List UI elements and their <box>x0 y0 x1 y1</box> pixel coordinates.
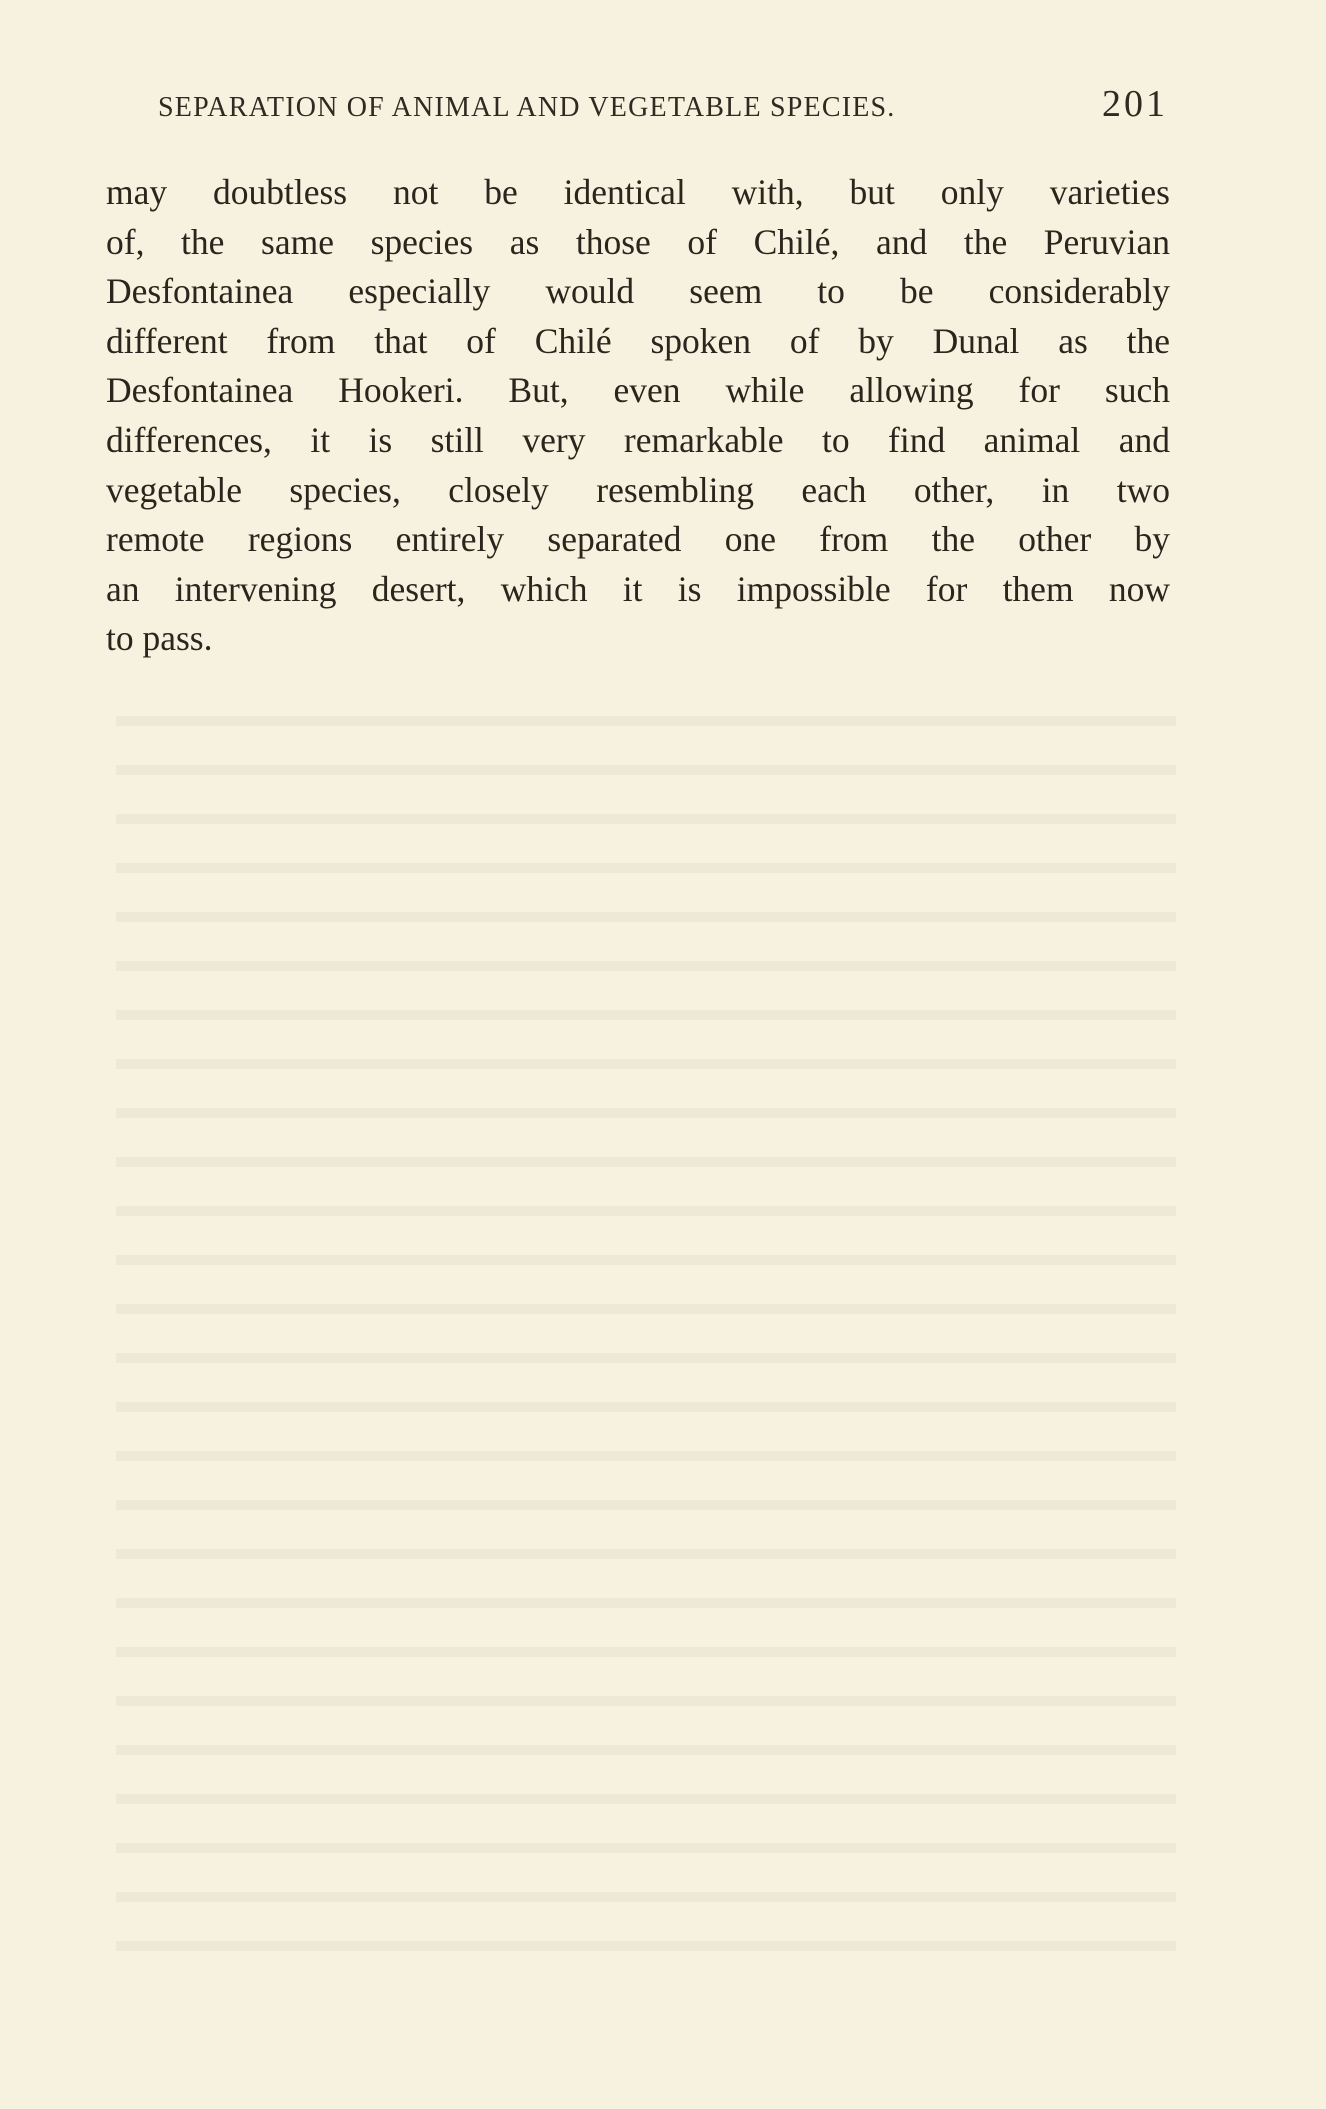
text-line: different from that of Chilé spoken of by Dunal as the <box>106 320 1170 361</box>
page-number: 201 <box>1102 83 1168 125</box>
bleed-through-texture <box>116 690 1176 1990</box>
running-head <box>158 82 1168 132</box>
text-line: may doubtless not be identical with, but only varieties <box>106 172 1170 212</box>
body-paragraph <box>106 168 1170 664</box>
text-line: vegetable species, closely resembling each other, in two <box>106 469 1170 510</box>
text-line: Desfontainea especially would seem to be considerably <box>106 271 1170 312</box>
text-line: remote regions entirely separated one from the other by <box>106 519 1170 560</box>
running-title: SEPARATION OF ANIMAL AND VEGETABLE SPECIES. <box>158 92 896 123</box>
text-line: Desfontainea Hookeri. But, even while allowing for such <box>106 370 1170 411</box>
text-line: to pass. <box>106 618 213 659</box>
text-line: an intervening desert, which it is impossible for them now <box>106 568 1170 609</box>
text-line: of, the same species as those of Chilé, and the Peruvian <box>106 221 1170 262</box>
text-line: differences, it is still very remarkable to find animal and <box>106 419 1170 460</box>
